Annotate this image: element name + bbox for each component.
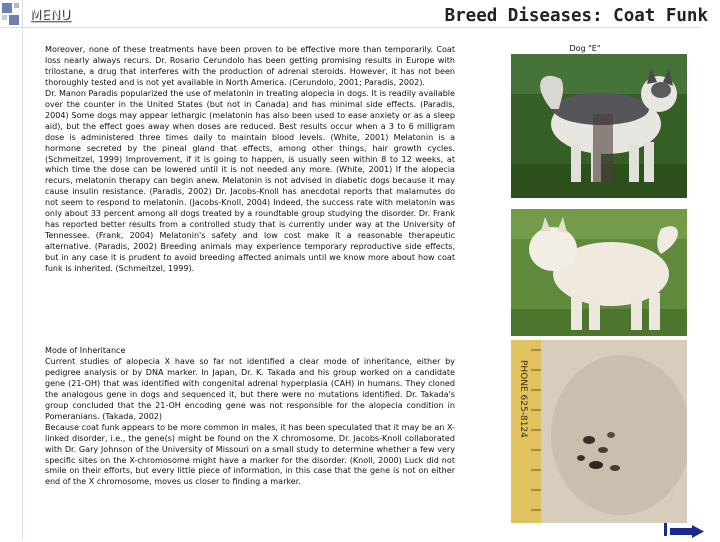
- horizontal-rule: [0, 27, 700, 28]
- body-text-treatment: [45, 45, 455, 275]
- deco-square: [14, 3, 19, 8]
- menu-link[interactable]: MENU: [30, 8, 71, 23]
- deco-square: [9, 15, 19, 25]
- ruler-label: PHONE 625-8124: [518, 360, 528, 438]
- paragraph: Moreover, none of these treatments have been proven to be effective more than temporarily. Coat loss nearly always recurs. Dr. Rosario Cerundolo has been getting promising results in Europe with trilostane, a drug that interferes with the production of adrenal steroids. However, it has not been thoroughly tested and is not yet available in North America. (Cerundolo, 2001; Paradis, 2002).: [45, 45, 455, 87]
- deco-square: [2, 3, 12, 13]
- body-text-inheritance: [45, 346, 455, 488]
- deco-square: [2, 15, 7, 20]
- photo-caption: Dog "E": [569, 44, 601, 53]
- page-title: Breed Diseases: Coat Funk: [444, 6, 708, 26]
- dog-photo-standing: [511, 54, 687, 198]
- paragraph: Because coat funk appears to be more common in males, it has been speculated that it may be an X-linked disorder, i.e., the gene(s) might be found on the X chromosome. Dr. Jacobs-Knoll collaborated with Dr. Gary Johnson of the University of Missouri on a small study to determine whether a few very specific sites on the X-chromosome might have a marker for the disorder. (Knoll, 2000) Luck did not smile on their efforts, but every little piece of information, in this case that the gene is not on either end of the X chromosome, moves us closer to finding a marker.: [45, 422, 455, 487]
- vertical-rule: [22, 0, 23, 540]
- dog-photo-fluffy: [511, 209, 687, 336]
- section-heading: Mode of Inheritance: [45, 346, 126, 355]
- paragraph: Dr. Manon Paradis popularized the use of melatonin in treating alopecia in dogs. It is readily available over the counter in the United States (but not in Canada) and has minimal side effects. (Paradis, 2004) Some dogs may appear lethargic (melatonin has also been used to ease anxiety or as a sleep aid), but the effect goes away when doses are reduced. Best results occur when a 3 to 6 milligram dose is administered three times daily to maintain blood levels. (White, 2001) Melatonin is a hormone secreted by the pineal gland that effects, among other things, hair growth cycles. (Schmeitzel, 1999) Improvement, if it is going to happen, is usually seen within 8 to 12 weeks, at which time the dose can be lowered until it is not needed any more. (White, 2001) If the alopecia recurs, melatonin therapy can begin anew. Melatonin is not advised in diabetic dogs because it may cause insulin resistance. (Paradis, 2002) Dr. Jacobs-Knoll has anecdotal reports that malamutes do not seem to respond to melatonin. (Jacobs-Knoll, 2004) Indeed, the success rate with melatonin was only about 33 percent among all dogs treated by a roundtable group studying the disorder. Dr. Frank has reported better results from a controlled study that is currently under way at the University of Tennessee. (Frank, 2004) Melatonin's safety and low cost make it a reasonable therapeutic alternative. (Paradis, 2002) Breeding animals may experience temporary reproductive side effects, but in any case it is prudent to avoid breeding affected animals until we know more about how coat funk is inherited. (Schmeitzel, 1999).: [45, 88, 455, 274]
- nav-first-button[interactable]: [664, 523, 667, 536]
- paragraph: Current studies of alopecia X have so far not identified a clear mode of inheritance, either by pedigree analysis or by DNA marker. In Japan, Dr. K. Takada and his group worked on a candidate gene (21-OH) that was identified with congenital adrenal hyperplasia (CAH) in humans. They cloned the analogous gene in dogs and sequenced it, but there were no mutations identified. Dr. Takada's group concluded that the 21-OH encoding gene was not responsible for the alopecia condition in Pomeranians. (Takada, 2002): [45, 356, 455, 421]
- next-arrow-icon[interactable]: [670, 523, 704, 536]
- coat-closeup-photo: [511, 340, 687, 523]
